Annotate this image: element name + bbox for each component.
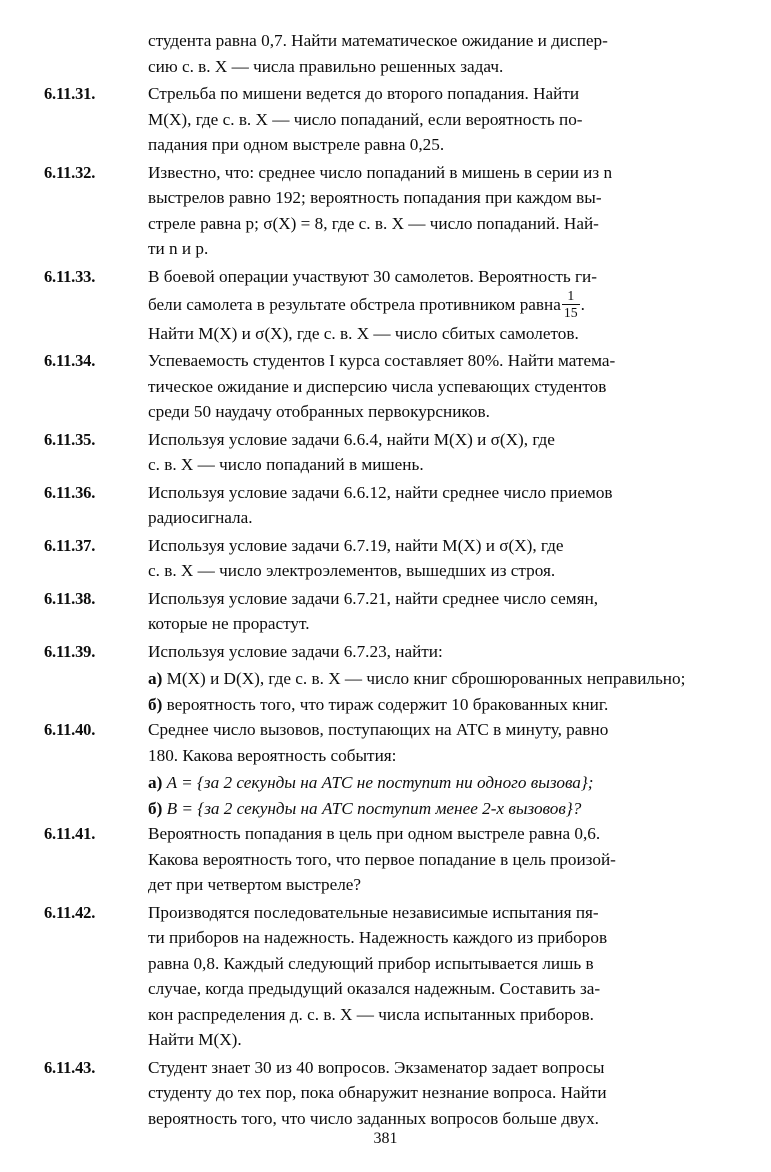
problem-line: Успеваемость студентов I курса составляет 80%. Найти матема- [148,351,616,371]
problem-line: студенту до тех пор, пока обнаружит незнание вопроса. Найти [148,1083,607,1103]
problem-line: с. в. X — число электроэлементов, вышедших из строя. [148,561,556,581]
problem-line: среди 50 наудачу отобранных первокурсников. [148,402,490,422]
problem-number: 6.11.34. [44,351,96,371]
intro-line-2: сию с. в. X — числа правильно решенных задач. [148,56,504,76]
problem-number: 6.11.35. [44,429,96,449]
problem-line: Найти M(X) и σ(X), где с. в. X — число сбитых самолетов. [148,323,579,343]
item-text: B = {за 2 секунды на АТС поступит менее 2-х вызовов}? [166,798,582,818]
problem-line: Стрельба по мишени ведется до второго попадания. Найти [148,84,580,103]
fraction-denominator: 15 [563,305,578,321]
problem-6-11-31 [44,81,727,158]
problem-6-11-37 [44,533,727,584]
problem-number: 6.11.38. [44,588,96,608]
fraction-numerator: 1 [567,288,575,303]
problem-text [148,821,727,898]
problem-line: В боевой операции участвуют 30 самолетов. Вероятность ги- [148,266,597,286]
problem-line: Студент знает 30 из 40 вопросов. Экзаменатор задает вопросы [148,1057,605,1077]
problem-6-11-35 [44,427,727,478]
problem-line: Используя условие задачи 6.7.21, найти среднее число семян, [148,588,599,608]
problem-line: вероятность того, что число заданных вопросов больше двух. [148,1108,599,1128]
problem-text [148,427,727,478]
problem-number: 6.11.43. [44,1057,96,1077]
problem-line: падания при одном выстреле равна 0,25. [148,135,445,154]
problem-number: 6.11.37. [44,535,96,555]
intro-paragraph [148,28,727,79]
problem-text [148,264,727,347]
problem-line: ти приборов на надежность. Надежность каждого из приборов [148,928,608,948]
item-label: а) [148,669,163,689]
problem-6-11-33 [44,264,727,347]
problem-text [148,586,727,637]
problem-line: Используя условие задачи 6.7.19, найти M(X) и σ(X), где [148,535,564,555]
problem-line: Используя условие задачи 6.6.4, найти M(X) и σ(X), где [148,429,555,449]
problem-line: бели самолета в результате обстрела противником равна [148,294,561,314]
problem-line: случае, когда предыдущий оказался надежным. Составить за- [148,979,601,999]
problem-6-11-43 [44,1055,727,1132]
problem-number: 6.11.40. [44,720,96,740]
problem-text [148,81,727,158]
problem-number: 6.11.36. [44,482,96,502]
problem-line: радиосигнала. [148,508,253,528]
problem-number: 6.11.39. [44,641,96,661]
item-label: а) [148,773,163,793]
problem-text [148,639,727,665]
page-number: 381 [373,1130,398,1147]
fraction-trailing: . [580,294,585,314]
problem-line: Известно, что: среднее число попаданий в мишень в серии из n [148,162,613,182]
problem-line: стреле равна p; σ(X) = 8, где с. в. X — число попаданий. Най- [148,213,599,233]
problem-text [148,1055,727,1132]
problem-6-11-39 [44,639,727,665]
problem-6-11-39-item-a [148,666,727,692]
problem-6-11-42 [44,900,727,1053]
item-text: A = {за 2 секунды на АТС не поступит ни одного вызова}; [166,773,594,793]
problem-6-11-36 [44,480,727,531]
item-label: б) [148,694,163,714]
problem-number: 6.11.33. [44,266,96,286]
problem-line: дет при четвертом выстреле? [148,875,362,895]
problem-number: 6.11.42. [44,902,96,922]
problem-number: 6.11.41. [44,824,96,844]
problem-6-11-39-item-b [148,692,727,718]
item-text: вероятность того, что тираж содержит 10 бракованных книг. [166,694,609,714]
problem-line: Какова вероятность того, что первое попадание в цель произой- [148,849,616,869]
problem-text [148,160,727,262]
problem-6-11-38 [44,586,727,637]
problem-line: кон распределения д. с. в. X — числа испытанных приборов. [148,1004,594,1024]
problem-text [148,480,727,531]
problem-number: 6.11.32. [44,162,96,182]
problem-6-11-40 [44,717,727,768]
problem-line: равна 0,8. Каждый следующий прибор испытывается лишь в [148,953,594,973]
problem-text [148,533,727,584]
item-label: б) [148,798,163,818]
problem-line: выстрелов равно 192; вероятность попадания при каждом вы- [148,188,602,207]
problem-text [148,900,727,1053]
problem-line: Среднее число вызовов, поступающих на АТС в минуту, равно [148,720,609,740]
problem-line: ти n и p. [148,239,209,258]
problem-text [148,348,727,425]
problem-line: Используя условие задачи 6.7.23, найти: [148,641,443,661]
problem-number: 6.11.31. [44,84,96,103]
problem-line: M(X), где с. в. X — число попаданий, если вероятность по- [148,109,583,129]
intro-line-1: студента равна 0,7. Найти математическое ожидание и диспер- [148,31,608,50]
problem-6-11-40-item-a [148,770,727,796]
problem-line: Найти M(X). [148,1030,242,1050]
problem-line: с. в. X — число попаданий в мишень. [148,455,424,475]
problem-line: Используя условие задачи 6.6.12, найти среднее число приемов [148,482,613,502]
item-text: M(X) и D(X), где с. в. X — число книг сброшюрованных неправильно; [166,669,686,689]
problem-text [148,717,727,768]
problem-line: тическое ожидание и дисперсию числа успевающих студентов [148,376,607,396]
problem-6-11-41 [44,821,727,898]
fraction-1-over-15 [562,289,580,321]
problem-6-11-34 [44,348,727,425]
problem-6-11-32 [44,160,727,262]
problem-line: 180. Какова вероятность события: [148,745,397,765]
problem-line: Вероятность попадания в цель при одном выстреле равна 0,6. [148,824,601,844]
problem-6-11-40-item-b [148,796,727,822]
problem-line: которые не прорастут. [148,614,310,634]
problem-line: Производятся последовательные независимые испытания пя- [148,902,599,922]
